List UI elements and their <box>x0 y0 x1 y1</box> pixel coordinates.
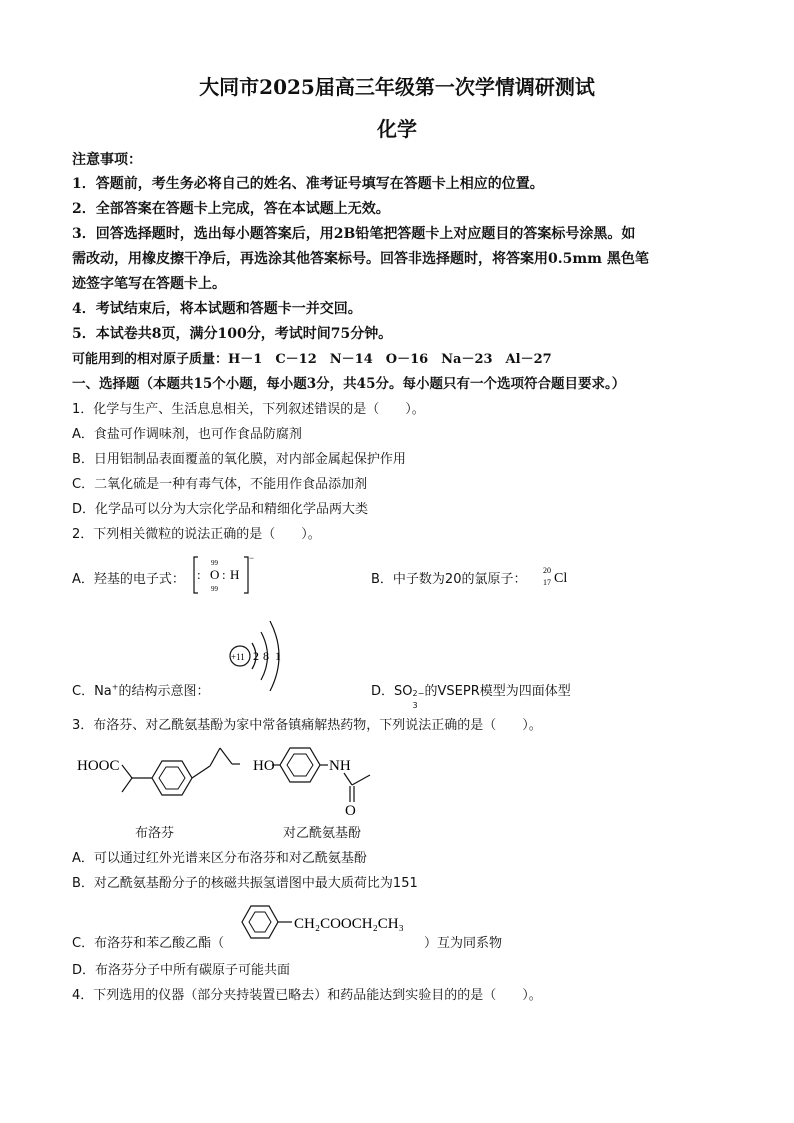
structure-name-paracetamol: 对乙酰氨基酚 <box>283 826 362 841</box>
notice-item: 1．答题前，考生务必将自己的姓名、准考证号填写在答题卡上相应的位置。 <box>72 176 544 192</box>
bond-pair: : <box>222 567 226 582</box>
q2-option-c-label: C．Na+的结构示意图： <box>72 682 210 699</box>
structure-name-ibuprofen: 布洛芬 <box>135 826 175 841</box>
subject-title: 化学 <box>377 117 417 141</box>
q3-option-a: A．可以通过红外光谱来区分布洛芬和对乙酰氨基酚 <box>72 851 367 866</box>
element-symbol: Cl <box>554 571 568 586</box>
ethyl-phenylacetate-structure <box>238 900 428 950</box>
notice-item: 4．考试结束后，将本试题和答题卡一并交回。 <box>72 301 362 317</box>
q1-option-d: D．化学品可以分为大宗化学品和精细化学品两大类 <box>72 502 369 517</box>
q1-option-b: B．日用铝制品表面覆盖的氧化膜，对内部金属起保护作用 <box>72 452 406 467</box>
question-4-stem: 4．下列选用的仪器（部分夹持装置已略去）和药品能达到实验目的的是（ ）。 <box>72 988 542 1003</box>
mass-number: 20 <box>543 566 551 575</box>
notice-item: 2．全部答案在答题卡上完成，答在本试题上无效。 <box>72 201 390 217</box>
q3-option-b: B．对乙酰氨基酚分子的核磁共振氢谱图中最大质荷比为151 <box>72 876 418 891</box>
electron-dots-top: 99 <box>211 559 218 567</box>
atomic-masses: 可能用到的相对原子质量：H－1 C－12 N－14 O－16 Na－23 Al－27 <box>72 352 552 367</box>
carbonyl-o-label: O <box>345 803 356 819</box>
exam-title: 大同市2025届高三年级第一次学情调研测试 <box>199 75 595 99</box>
notice-item: 3．回答选择题时，选出每小题答案后，用2B铅笔把答题卡上对应题目的答案标号涂黑。如 <box>72 226 636 242</box>
question-2-stem: 2．下列相关微粒的说法正确的是（ ）。 <box>72 527 321 542</box>
hydroxyl-electron-formula <box>190 553 260 599</box>
chlorine-nuclide <box>541 563 575 589</box>
q2-option-d-label: D．SO 2− 3 的VSEPR模型为四面体型 <box>371 684 571 710</box>
ibuprofen-structure <box>77 748 240 795</box>
section-heading: 一、选择题（本题共15个小题，每小题3分，共45分。每小题只有一个选项符合题目要求。） <box>72 376 626 392</box>
q3-option-d: D．布洛芬分子中所有碳原子可能共面 <box>72 963 291 978</box>
question-1-stem: 1．化学与生产、生活息息相关，下列叙述错误的是（ ）。 <box>72 402 425 417</box>
paracetamol-structure <box>253 748 370 819</box>
carboxyl-group-label: HOOC <box>77 758 120 774</box>
notice-item: 5．本试卷共8页，满分100分，考试时间75分钟。 <box>72 326 393 342</box>
amide-nh-label: NH <box>329 758 351 774</box>
q2-option-a-label: A．羟基的电子式： <box>72 572 185 587</box>
charge-sign: − <box>249 553 255 563</box>
question-3-stem: 3．布洛芬、对乙酰氨基酚为家中常备镇痛解热药物，下列说法正确的是（ ）。 <box>72 718 542 733</box>
notice-item: 需改动，用橡皮擦干净后，再选涂其他答案标号。回答非选择题时，将答案用0.5mm 黑色笔 <box>72 251 649 267</box>
hydrogen-symbol: H <box>230 567 240 582</box>
q2-option-b-label: B．中子数为20的氯原子： <box>371 572 527 587</box>
shell-electrons-1: 2 <box>253 649 259 663</box>
q1-option-c: C．二氧化硫是一种有毒气体，不能用作食品添加剂 <box>72 477 368 492</box>
nucleus-charge: +11 <box>231 652 245 662</box>
lone-pair-left: : <box>197 567 201 582</box>
notice-heading: 注意事项： <box>72 152 142 168</box>
q3-option-c-post: ）互为同系物 <box>424 936 503 951</box>
electron-dots-bottom: 99 <box>211 585 218 593</box>
notice-item: 迹签字笔写在答题卡上。 <box>72 276 226 292</box>
atomic-number: 17 <box>543 578 551 587</box>
shell-electrons-2: 8 <box>263 649 269 663</box>
ester-side-chain-label: CH₂COOCH₂CH₃ <box>294 916 404 932</box>
q3-option-c-pre: C．布洛芬和苯乙酸乙酯（ <box>72 936 225 951</box>
shell-electrons-3: 1 <box>275 649 281 663</box>
q1-option-a: A．食盐可作调味剂，也可作食品防腐剂 <box>72 427 302 442</box>
oxygen-symbol: O <box>210 567 220 582</box>
sodium-ion-structure-diagram <box>222 615 292 695</box>
hydroxy-label: HO <box>253 758 275 774</box>
